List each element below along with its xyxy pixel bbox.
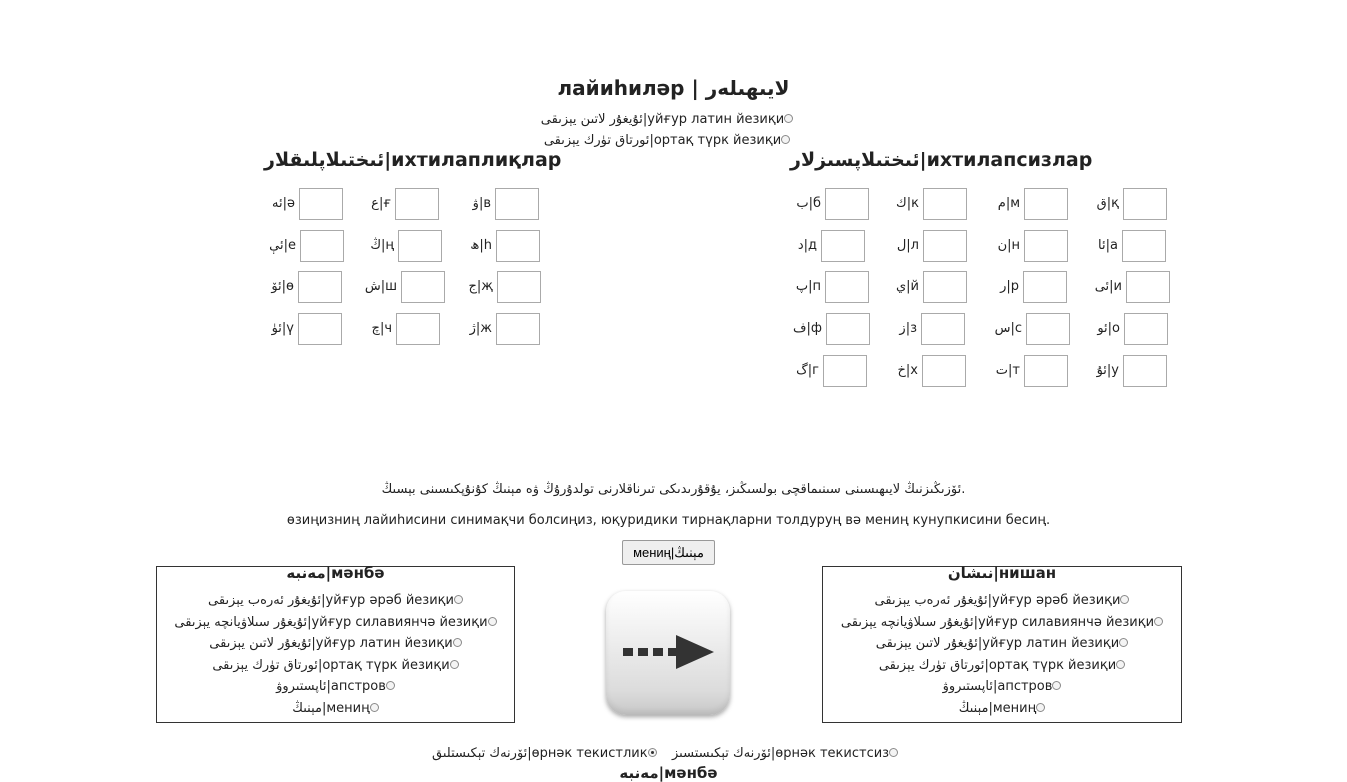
letter-cell: ئۆ|ө bbox=[240, 271, 342, 305]
letter-input[interactable] bbox=[1026, 313, 1070, 345]
letter-cell: ي|й bbox=[870, 271, 967, 305]
radio-icon[interactable] bbox=[784, 114, 793, 123]
radio-icon[interactable] bbox=[488, 617, 497, 626]
letter-cell: د|д bbox=[770, 230, 865, 264]
letter-cell: گ|г bbox=[770, 355, 867, 389]
letter-input[interactable] bbox=[497, 271, 541, 303]
source-option-arabic[interactable]: ئۇيغۇر ئەرەب يېزىقى|уйғур әрәб йезиқи bbox=[157, 590, 514, 612]
letter-cell: ژ|ж bbox=[440, 313, 540, 347]
radio-icon[interactable] bbox=[386, 681, 395, 690]
radio-icon[interactable] bbox=[1120, 595, 1129, 604]
letter-cell: ج|җ bbox=[440, 271, 541, 305]
letter-cell: ئى|и bbox=[1070, 271, 1170, 305]
letter-cell: ل|л bbox=[870, 230, 967, 264]
header-option-common-turkic[interactable]: ئورتاق تۈرك يېزىقى|ортақ түрк йезиқи bbox=[0, 131, 1334, 151]
letter-input[interactable] bbox=[821, 230, 865, 262]
target-option-cyrillic[interactable]: ئۇيغۇر سىلاۋيانچە يېزىقى|уйғур силавиянчә йезиқи bbox=[823, 612, 1181, 634]
letter-input[interactable] bbox=[826, 313, 870, 345]
example-source-heading: مەنبە|мәнбә bbox=[619, 764, 718, 782]
letter-input[interactable] bbox=[496, 230, 540, 262]
without-diff-title: ئىختىلاپسىزلار|ихтилапсизлар bbox=[790, 149, 1093, 171]
target-panel bbox=[822, 566, 1182, 723]
letter-cell: ئۇ|у bbox=[1070, 355, 1167, 389]
example-with-text-option[interactable]: ئۆرنەك تېكىستلىق|өрнәк текистлик bbox=[432, 744, 657, 764]
letter-input[interactable] bbox=[398, 230, 442, 262]
arrow-right-icon bbox=[606, 591, 730, 715]
instruction-cyrillic: өзиңизниң лайиһисини синимақчи болсиңиз, юқуридики тирнақларни толдуруң вә мениң кунупкисини бесиң. bbox=[286, 513, 1051, 528]
letter-input[interactable] bbox=[923, 230, 967, 262]
letter-input[interactable] bbox=[1023, 271, 1067, 303]
letter-input[interactable] bbox=[300, 230, 344, 262]
letter-input[interactable] bbox=[923, 271, 967, 303]
letter-cell: ب|б bbox=[770, 188, 869, 222]
letter-cell: پ|п bbox=[770, 271, 869, 305]
radio-icon[interactable] bbox=[1119, 638, 1128, 647]
letter-input[interactable] bbox=[395, 188, 439, 220]
source-panel bbox=[156, 566, 515, 723]
letter-cell: ن|н bbox=[970, 230, 1068, 264]
letter-cell: ئا|а bbox=[1070, 230, 1166, 264]
letter-cell: ز|з bbox=[870, 313, 965, 347]
letter-cell: چ|ч bbox=[340, 313, 440, 347]
letter-input[interactable] bbox=[1024, 188, 1068, 220]
letter-input[interactable] bbox=[1123, 355, 1167, 387]
letter-input[interactable] bbox=[496, 313, 540, 345]
radio-icon[interactable] bbox=[450, 660, 459, 669]
radio-icon[interactable] bbox=[648, 748, 657, 757]
letter-input[interactable] bbox=[1024, 230, 1068, 262]
letter-input[interactable] bbox=[923, 188, 967, 220]
source-panel-title: مەنبە|мәнбә bbox=[286, 564, 385, 582]
letter-cell: ئې|е bbox=[240, 230, 344, 264]
letter-cell: ر|р bbox=[970, 271, 1067, 305]
letter-input[interactable] bbox=[922, 355, 966, 387]
letter-input[interactable] bbox=[401, 271, 445, 303]
source-option-common-turkic[interactable]: ئورتاق تۈرك يېزىقى|ортақ түрк йезиқи bbox=[157, 655, 514, 677]
letter-input[interactable] bbox=[825, 188, 869, 220]
letter-cell: ھ|һ bbox=[440, 230, 540, 264]
radio-icon[interactable] bbox=[1036, 703, 1045, 712]
instruction-uyghur: ئۆزىڭىزنىڭ لايىھىسىنى سىنىماقچى بولسىڭىز، يۇقۇرىدىكى تىرناقلارنى تولدۇرۇڭ ۋە مېنىڭ كۇنۇپكىسىنى بېسىڭ. bbox=[381, 482, 966, 497]
mine-button[interactable]: мениң|مېنىڭ bbox=[622, 540, 715, 565]
letter-cell: ئۈ|ү bbox=[240, 313, 342, 347]
target-option-mine[interactable]: مېنىڭ|мениң bbox=[823, 698, 1181, 720]
radio-icon[interactable] bbox=[1154, 617, 1163, 626]
radio-icon[interactable] bbox=[1052, 681, 1061, 690]
letter-input[interactable] bbox=[298, 313, 342, 345]
with-diff-title: ئىختىلاپلىقلار|ихтилаплиқлар bbox=[264, 149, 562, 171]
letter-cell: ق|қ bbox=[1070, 188, 1167, 222]
radio-icon[interactable] bbox=[1116, 660, 1125, 669]
letter-cell: خ|х bbox=[870, 355, 966, 389]
target-option-common-turkic[interactable]: ئورتاق تۈرك يېزىقى|ортақ түрк йезиқи bbox=[823, 655, 1181, 677]
letter-input[interactable] bbox=[495, 188, 539, 220]
target-panel-title: نىشان|нишан bbox=[947, 564, 1057, 582]
letter-cell: ش|ш bbox=[340, 271, 445, 305]
letter-cell: س|с bbox=[970, 313, 1070, 347]
target-option-latin[interactable]: ئۇيغۇر لاتىن يېزىقى|уйғур латин йезиқи bbox=[823, 633, 1181, 655]
radio-icon[interactable] bbox=[370, 703, 379, 712]
radio-icon[interactable] bbox=[454, 595, 463, 604]
letter-cell: ئو|о bbox=[1070, 313, 1168, 347]
radio-icon[interactable] bbox=[453, 638, 462, 647]
letter-cell: ئە|ә bbox=[240, 188, 343, 222]
letter-cell: ك|к bbox=[870, 188, 967, 222]
letter-input[interactable] bbox=[1122, 230, 1166, 262]
source-option-latin[interactable]: ئۇيغۇر لاتىن يېزىقى|уйғур латин йезиқи bbox=[157, 633, 514, 655]
source-option-apstrov[interactable]: ئاپستىروۋ|апстров bbox=[157, 676, 514, 698]
letter-input[interactable] bbox=[1126, 271, 1170, 303]
radio-icon[interactable] bbox=[781, 135, 790, 144]
letter-cell: م|м bbox=[970, 188, 1068, 222]
source-option-cyrillic[interactable]: ئۇيغۇر سىلاۋيانچە يېزىقى|уйғур силавиянчә йезиқи bbox=[157, 612, 514, 634]
radio-icon[interactable] bbox=[889, 748, 898, 757]
letter-cell: ت|т bbox=[970, 355, 1068, 389]
letter-input[interactable] bbox=[298, 271, 342, 303]
letter-cell: ع|ғ bbox=[340, 188, 439, 222]
example-without-text-option[interactable]: ئۆرنەك تېكىستسىز|өрнәк текистсиз bbox=[672, 744, 898, 764]
letter-cell: ۋ|в bbox=[440, 188, 539, 222]
letter-input[interactable] bbox=[921, 313, 965, 345]
target-option-apstrov[interactable]: ئاپستىروۋ|апстров bbox=[823, 676, 1181, 698]
page-title: лайиһиләр | لايىھىلەر bbox=[557, 76, 790, 100]
letter-cell: ف|ф bbox=[770, 313, 870, 347]
target-option-arabic[interactable]: ئۇيغۇر ئەرەب يېزىقى|уйғур әрәб йезиқи bbox=[823, 590, 1181, 612]
letter-input[interactable] bbox=[1124, 313, 1168, 345]
letter-input[interactable] bbox=[825, 271, 869, 303]
header-option-latin[interactable]: ئۇيغۇر لاتىن يېزىقى|уйғур латин йезиқи bbox=[0, 110, 1334, 130]
letter-cell: ڭ|ң bbox=[340, 230, 442, 264]
source-option-mine[interactable]: مېنىڭ|мениң bbox=[157, 698, 514, 720]
letter-input[interactable] bbox=[1123, 188, 1167, 220]
letter-input[interactable] bbox=[823, 355, 867, 387]
letter-input[interactable] bbox=[299, 188, 343, 220]
letter-input[interactable] bbox=[1024, 355, 1068, 387]
convert-button[interactable] bbox=[606, 591, 730, 715]
letter-input[interactable] bbox=[396, 313, 440, 345]
